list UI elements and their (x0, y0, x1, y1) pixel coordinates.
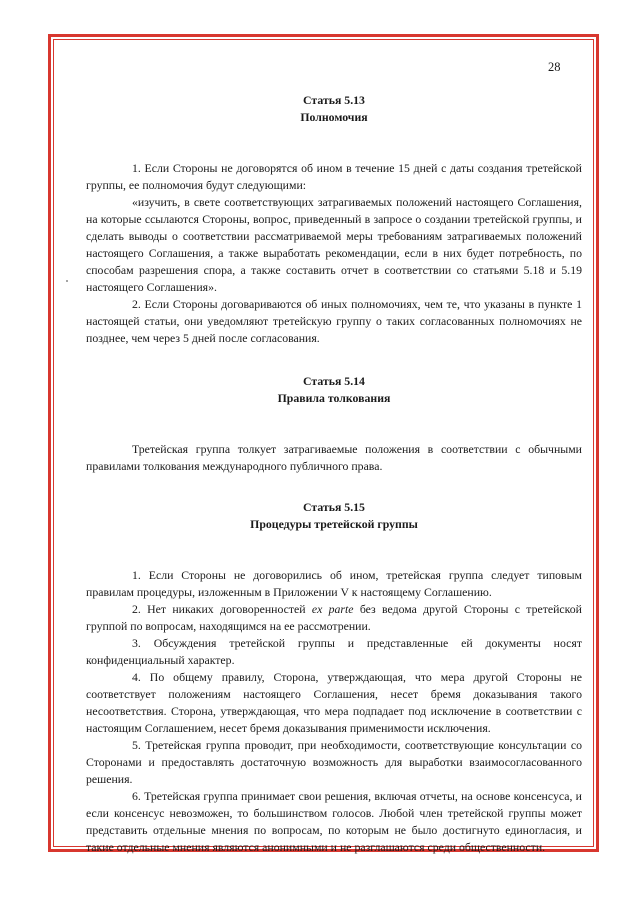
paragraph-text: 2. Нет никаких договоренностей (132, 602, 312, 616)
margin-mark (66, 280, 68, 282)
article-heading: Статья 5.14 (303, 374, 365, 388)
paragraph (86, 601, 582, 635)
article-title: Правила толкования (277, 391, 391, 405)
paragraph: 2. Если Стороны договариваются об иных полномочиях, чем те, что указаны в пункте 1 настоящей статьи, они уведомляют третейскую группу о таких согласованных полномочиях не позднее, чем через 5 дней после согласования. (86, 297, 582, 345)
article-5-13 (86, 92, 582, 347)
article-5-14 (86, 373, 582, 475)
paragraph: 4. По общему правилу, Сторона, утверждающая, что мера другой Стороны не соответствует положениям настоящего Соглашения, несет бремя доказывания такого несоответствия. Сторона, утверждающая, что мера подпадает под исключение в соответствии с настоящим Соглашением, несет бремя доказывания применимости исключения. (86, 670, 582, 735)
article-heading: Статья 5.15 (303, 500, 365, 514)
spacer (86, 347, 582, 373)
article-5-15 (86, 499, 582, 856)
article-title: Процедуры третейской группы (250, 517, 418, 531)
document-body (86, 92, 582, 856)
spacer (86, 475, 582, 499)
paragraph: Третейская группа толкует затрагиваемые положения в соответствии с обычными правилами толкования международного публичного права. (86, 442, 582, 473)
paragraph: 5. Третейская группа проводит, при необходимости, соответствующие консультации со Сторонами и предоставлять достаточную возможность для выработки взаимосогласованного решения. (86, 738, 582, 786)
paragraph: 6. Третейская группа принимает свои решения, включая отчеты, на основе консенсуса, и если консенсус невозможен, то большинством голосов. Любой член третейской группы может представить отдельные мнения по вопросам, по которым не было достигнуто единогласия, и такие отдельные мнения являются анонимными и не разглашаются среди общественности. (86, 789, 582, 854)
latin-term: ex parte (311, 602, 354, 616)
page-number: 28 (548, 60, 561, 74)
paragraph: 1. Если Стороны не договорились об ином, третейская группа следует типовым правилам процедуры, изложенным в Приложении V к настоящему Соглашению. (86, 568, 582, 599)
paragraph-text: без ведома другой Стороны с третейской группой по вопросам, находящимся на ее рассмотрении. (86, 602, 582, 633)
article-heading: Статья 5.13 (303, 93, 365, 107)
paragraph: 3. Обсуждения третейской группы и представленные ей документы носят конфиденциальный характер. (86, 636, 582, 667)
article-title: Полномочия (300, 110, 368, 124)
paragraph: «изучить, в свете соответствующих затрагиваемых положений настоящего Соглашения, на которые ссылаются Стороны, вопрос, приведенный в запросе о создании третейской группы, и сделать выводы о соответствии рассматриваемой меры требованиям затрагиваемых положений настоящего Соглашения, а также выработать рекомендации, если в них будет потребность, по способам разрешения спора, а также составить отчет в соответствии со статьями 5.18 и 5.19 настоящего Соглашения». (86, 195, 582, 294)
paragraph: 1. Если Стороны не договорятся об ином в течение 15 дней с даты создания третейской группы, ее полномочия будут следующими: (86, 161, 582, 192)
